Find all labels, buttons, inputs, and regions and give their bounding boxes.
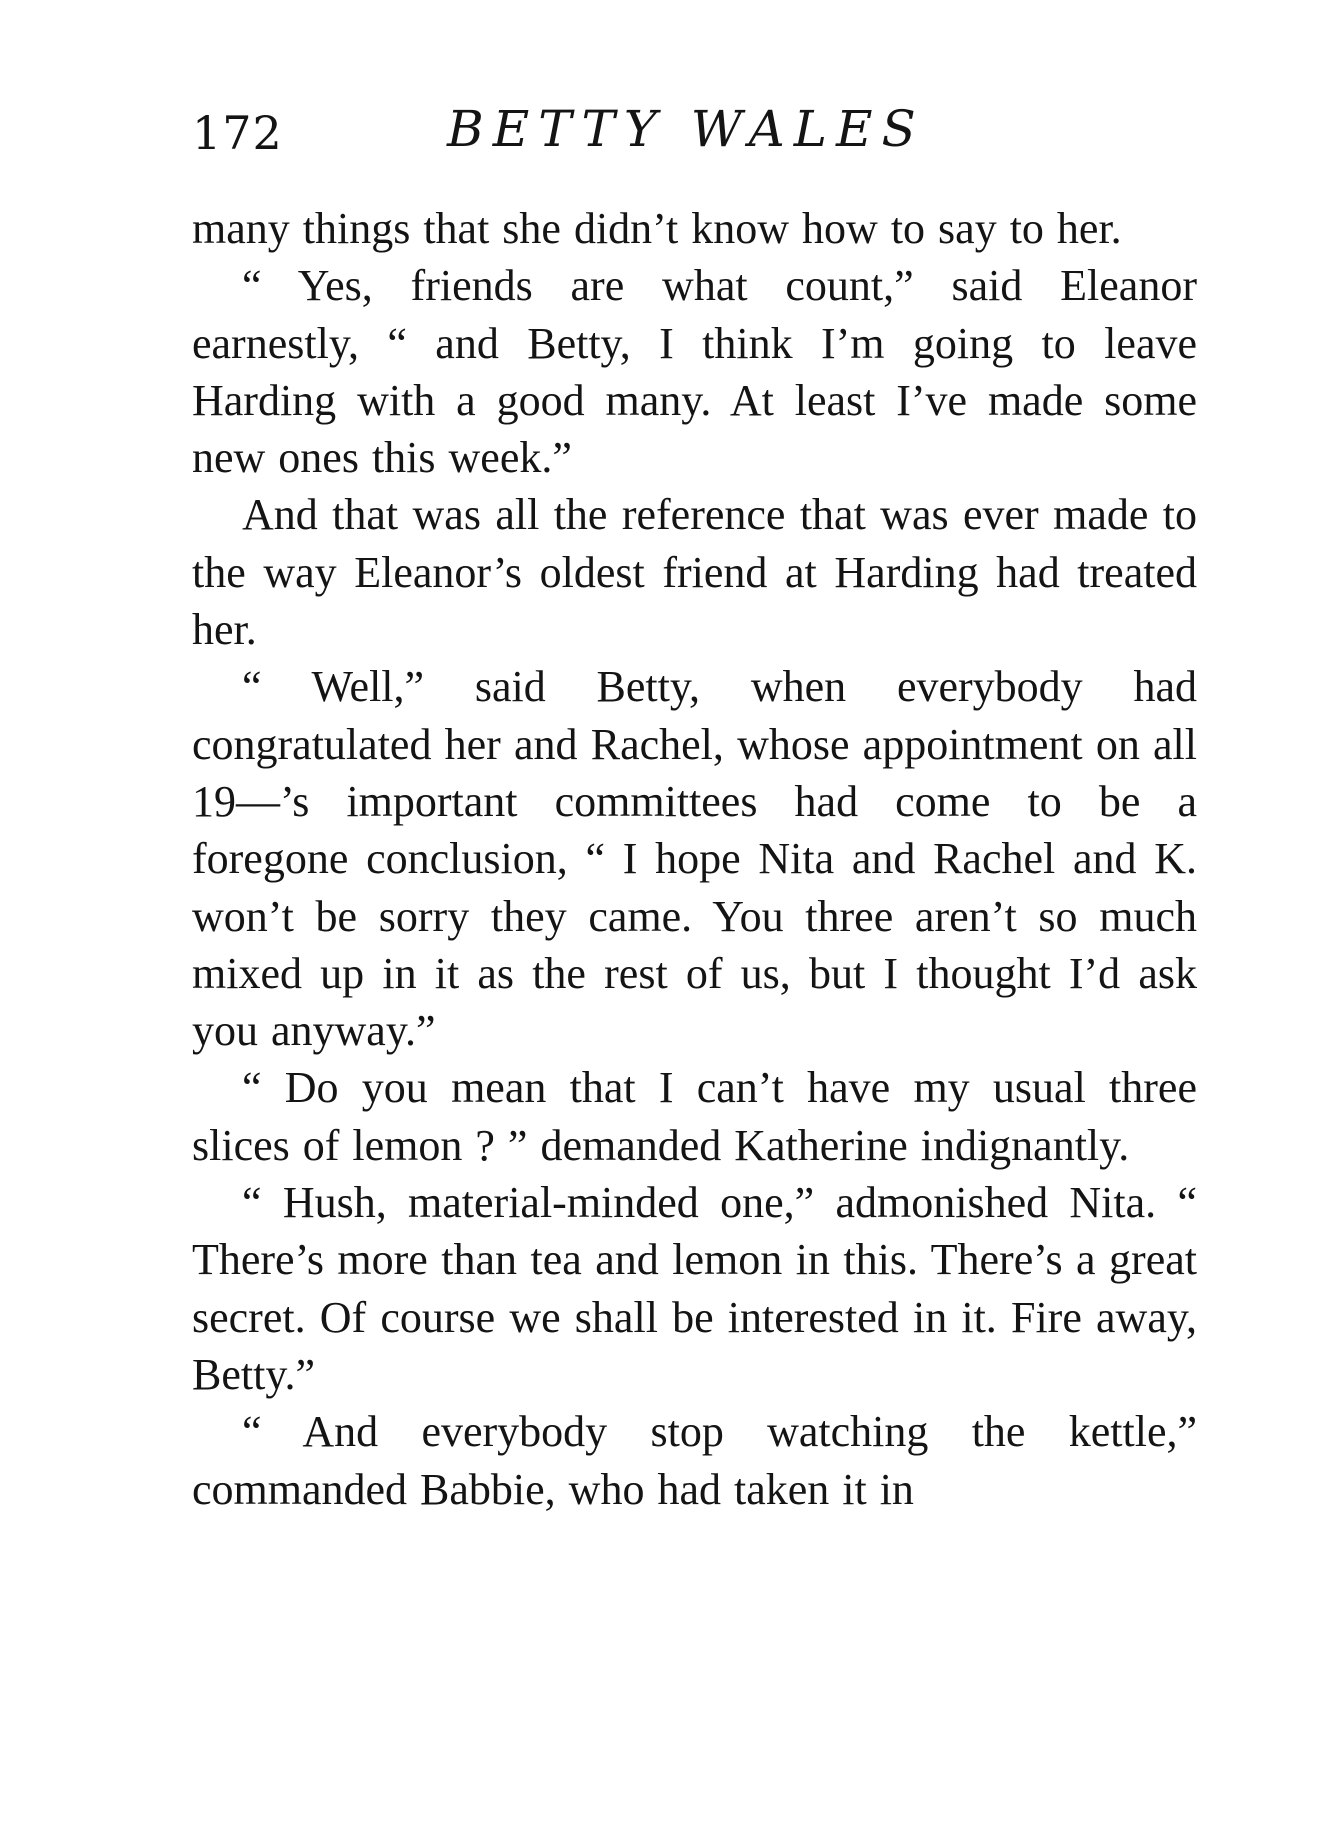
body-text — [192, 200, 1197, 1518]
paragraph: many things that she didn’t know how to say to her. — [192, 204, 1122, 253]
paragraph: “ Do you mean that I can’t have my usual three slices of lemon ? ” demanded Katherine indignantly. — [192, 1063, 1197, 1170]
paragraph: “ Well,” said Betty, when everybody had congratulated her and Rachel, whose appointment on all 19—’s important committees had come to be a foregone conclusion, “ I hope Nita and Rachel and K. won’t be sorry they came. You three aren’t so much mixed up in it as the rest of us, but I thought I’d ask you anyway.” — [192, 662, 1197, 1056]
paragraph: “ Yes, friends are what count,” said Eleanor earnestly, “ and Betty, I think I’m going to leave Harding with a good many. At least I’ve made some new ones this week.” — [192, 261, 1197, 483]
paragraph: “ And everybody stop watching the kettle,” commanded Babbie, who had taken it in — [192, 1407, 1197, 1514]
running-head: BETTY WALES — [447, 100, 925, 158]
page-number: 172 — [192, 106, 283, 160]
page-header — [192, 100, 972, 170]
paragraph: “ Hush, material-minded one,” admonished Nita. “ There’s more than tea and lemon in this. There’s a great secret. Of course we shall be interested in it. Fire away, Betty.” — [192, 1178, 1197, 1399]
paragraph: And that was all the reference that was ever made to the way Eleanor’s oldest friend at Harding had treated her. — [192, 490, 1197, 655]
